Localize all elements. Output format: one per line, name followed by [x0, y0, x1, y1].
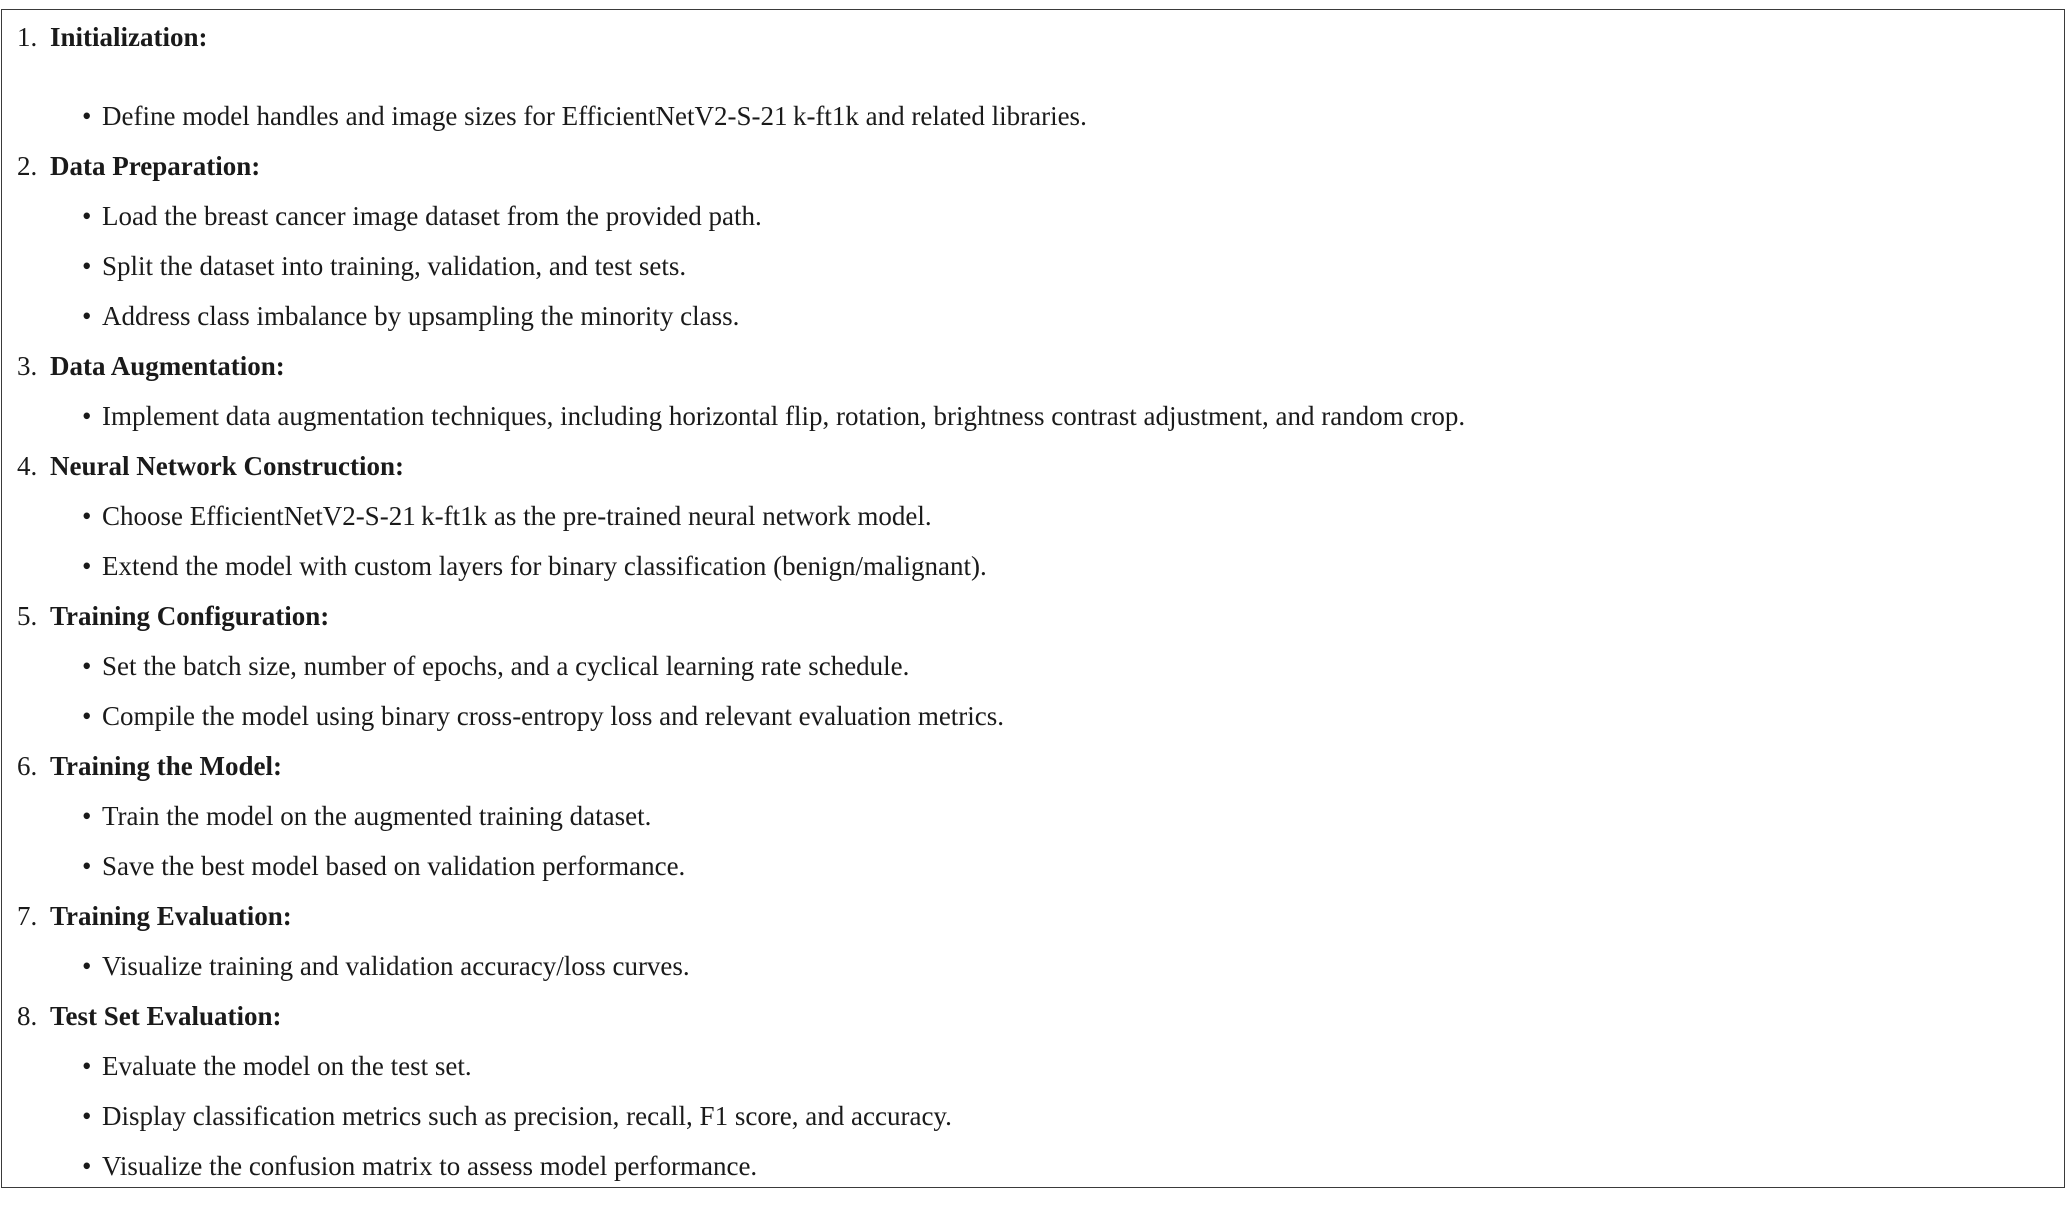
step-title: Test Set Evaluation:	[50, 1001, 282, 1031]
bullet-icon: •	[82, 501, 92, 531]
list-item	[82, 1091, 952, 1141]
list-item	[82, 91, 1087, 141]
step-number: 7.	[17, 901, 38, 931]
bullet-text: Define model handles and image sizes for EfficientNetV2-S-21 k-ft1k and related libraries.	[102, 101, 1087, 131]
bullet-text: Save the best model based on validation performance.	[102, 851, 686, 881]
list-item	[82, 1041, 472, 1091]
bullet-icon: •	[82, 851, 92, 881]
list-item	[82, 241, 686, 291]
step-number: 5.	[17, 601, 38, 631]
bullet-text: Load the breast cancer image dataset from the provided path.	[102, 201, 762, 231]
list-item	[82, 391, 1465, 441]
step-number: 1.	[17, 22, 38, 52]
bullet-icon: •	[82, 651, 92, 681]
bullet-icon: •	[82, 551, 92, 581]
list-item	[82, 941, 690, 991]
bullet-text: Compile the model using binary cross-entropy loss and relevant evaluation metrics.	[102, 701, 1005, 731]
list-item	[82, 841, 685, 891]
bullet-text: Evaluate the model on the test set.	[102, 1051, 472, 1081]
list-item	[82, 191, 762, 241]
bullet-icon: •	[82, 1051, 92, 1081]
bullet-icon: •	[82, 1151, 92, 1181]
step-number: 4.	[17, 451, 38, 481]
bullet-text: Extend the model with custom layers for binary classification (benign/malignant).	[102, 551, 987, 581]
step-title: Neural Network Construction:	[50, 451, 404, 481]
bullet-icon: •	[82, 951, 92, 981]
list-item	[82, 541, 987, 591]
bullet-icon: •	[82, 201, 92, 231]
bullet-text: Address class imbalance by upsampling the minority class.	[102, 301, 740, 331]
bullet-text: Visualize the confusion matrix to assess model performance.	[102, 1151, 758, 1181]
list-item	[82, 491, 932, 541]
list-item	[82, 791, 651, 841]
step-title: Initialization:	[50, 22, 208, 52]
bullet-text: Split the dataset into training, validation, and test sets.	[102, 251, 687, 281]
bullet-text: Set the batch size, number of epochs, and a cyclical learning rate schedule.	[102, 651, 910, 681]
bullet-icon: •	[82, 401, 92, 431]
step-number: 3.	[17, 351, 38, 381]
bullet-text: Choose EfficientNetV2-S-21 k-ft1k as the pre-trained neural network model.	[102, 501, 932, 531]
bullet-text: Train the model on the augmented training dataset.	[102, 801, 652, 831]
bullet-icon: •	[82, 1101, 92, 1131]
list-item	[82, 641, 909, 691]
step-title: Data Preparation:	[50, 151, 261, 181]
bullet-text: Visualize training and validation accuracy/loss curves.	[102, 951, 690, 981]
step-title: Training Evaluation:	[50, 901, 292, 931]
step-number: 8.	[17, 1001, 38, 1031]
step-number: 6.	[17, 751, 38, 781]
bullet-icon: •	[82, 301, 92, 331]
bullet-text: Implement data augmentation techniques, including horizontal flip, rotation, brightness contrast adjustment, and random crop.	[102, 401, 1466, 431]
list-item	[82, 1141, 757, 1191]
bullet-icon: •	[82, 101, 92, 131]
step-title: Training Configuration:	[50, 601, 330, 631]
bullet-icon: •	[82, 251, 92, 281]
bullet-icon: •	[82, 701, 92, 731]
step-number: 2.	[17, 151, 38, 181]
step-title: Data Augmentation:	[50, 351, 285, 381]
bullet-icon: •	[82, 801, 92, 831]
step-title: Training the Model:	[50, 751, 282, 781]
list-item	[82, 291, 739, 341]
list-item	[82, 691, 1004, 741]
bullet-text: Display classification metrics such as precision, recall, F1 score, and accuracy.	[102, 1101, 952, 1131]
